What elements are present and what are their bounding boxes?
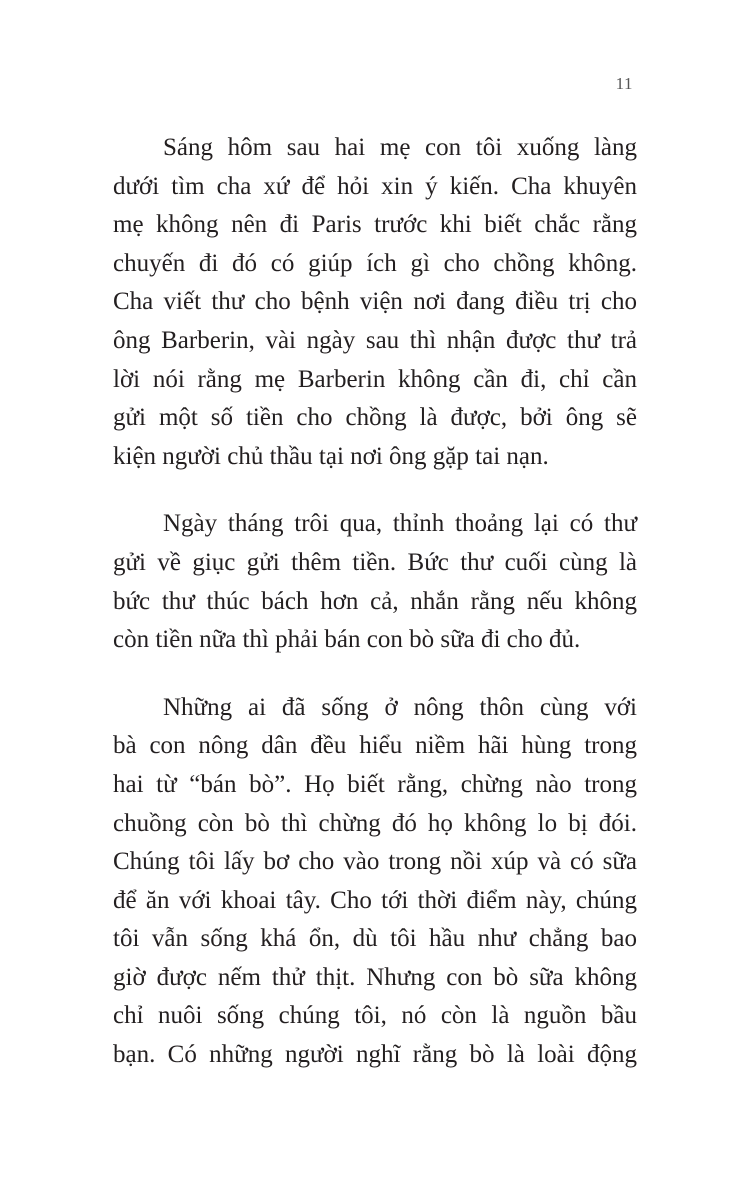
page-number: 11 [615, 74, 633, 93]
text-line: mẹ không nên đi Paris trước khi biết chắc rằng [113, 211, 637, 239]
text-line: dưới tìm cha xứ để hỏi xin ý kiến. Cha khuyên [113, 172, 637, 200]
text-line: giờ được nếm thử thịt. Nhưng con bò sữa không [113, 963, 637, 991]
text-line: Chúng tôi lấy bơ cho vào trong nồi xúp và có sữa [113, 848, 637, 876]
text-line: hai từ “bán bò”. Họ biết rằng, chừng nào trong [113, 770, 637, 798]
text-line: kiện người chủ thầu tại nơi ông gặp tai nạn. [113, 442, 549, 470]
text-line: bức thư thúc bách hơn cả, nhắn rằng nếu không [113, 587, 637, 615]
text-line: bạn. Có những người nghĩ rằng bò là loài động [113, 1041, 637, 1069]
text-line: để ăn với khoai tây. Cho tới thời điểm này, chúng [113, 886, 637, 914]
paragraph-1 [113, 129, 637, 476]
text-line: ông Barberin, vài ngày sau thì nhận được thư trả [113, 326, 637, 354]
body-text [113, 129, 637, 1104]
text-line: tôi vẫn sống khá ổn, dù tôi hầu như chẳng bao [113, 925, 637, 953]
text-line: gửi một số tiền cho chồng là được, bởi ông sẽ [113, 404, 637, 432]
paragraph-2 [113, 505, 637, 659]
text-line: còn tiền nữa thì phải bán con bò sữa đi cho đủ. [113, 626, 581, 654]
text-line: gửi về giục gửi thêm tiền. Bức thư cuối cùng là [113, 548, 637, 576]
paragraph-3 [113, 689, 637, 1075]
text-line: lời nói rằng mẹ Barberin không cần đi, chỉ cần [113, 365, 637, 393]
text-line: bà con nông dân đều hiểu niềm hãi hùng trong [113, 732, 637, 760]
text-line: Cha viết thư cho bệnh viện nơi đang điều trị cho [113, 288, 637, 316]
text-line: Những ai đã sống ở nông thôn cùng với [163, 693, 637, 721]
text-line: chuồng còn bò thì chừng đó họ không lo bị đói. [113, 809, 637, 837]
text-line: chuyến đi đó có giúp ích gì cho chồng không. [113, 249, 637, 277]
text-line: Ngày tháng trôi qua, thỉnh thoảng lại có thư [163, 510, 637, 538]
text-line: Sáng hôm sau hai mẹ con tôi xuống làng [163, 134, 637, 161]
text-line: chỉ nuôi sống chúng tôi, nó còn là nguồn bầu [113, 1002, 637, 1030]
